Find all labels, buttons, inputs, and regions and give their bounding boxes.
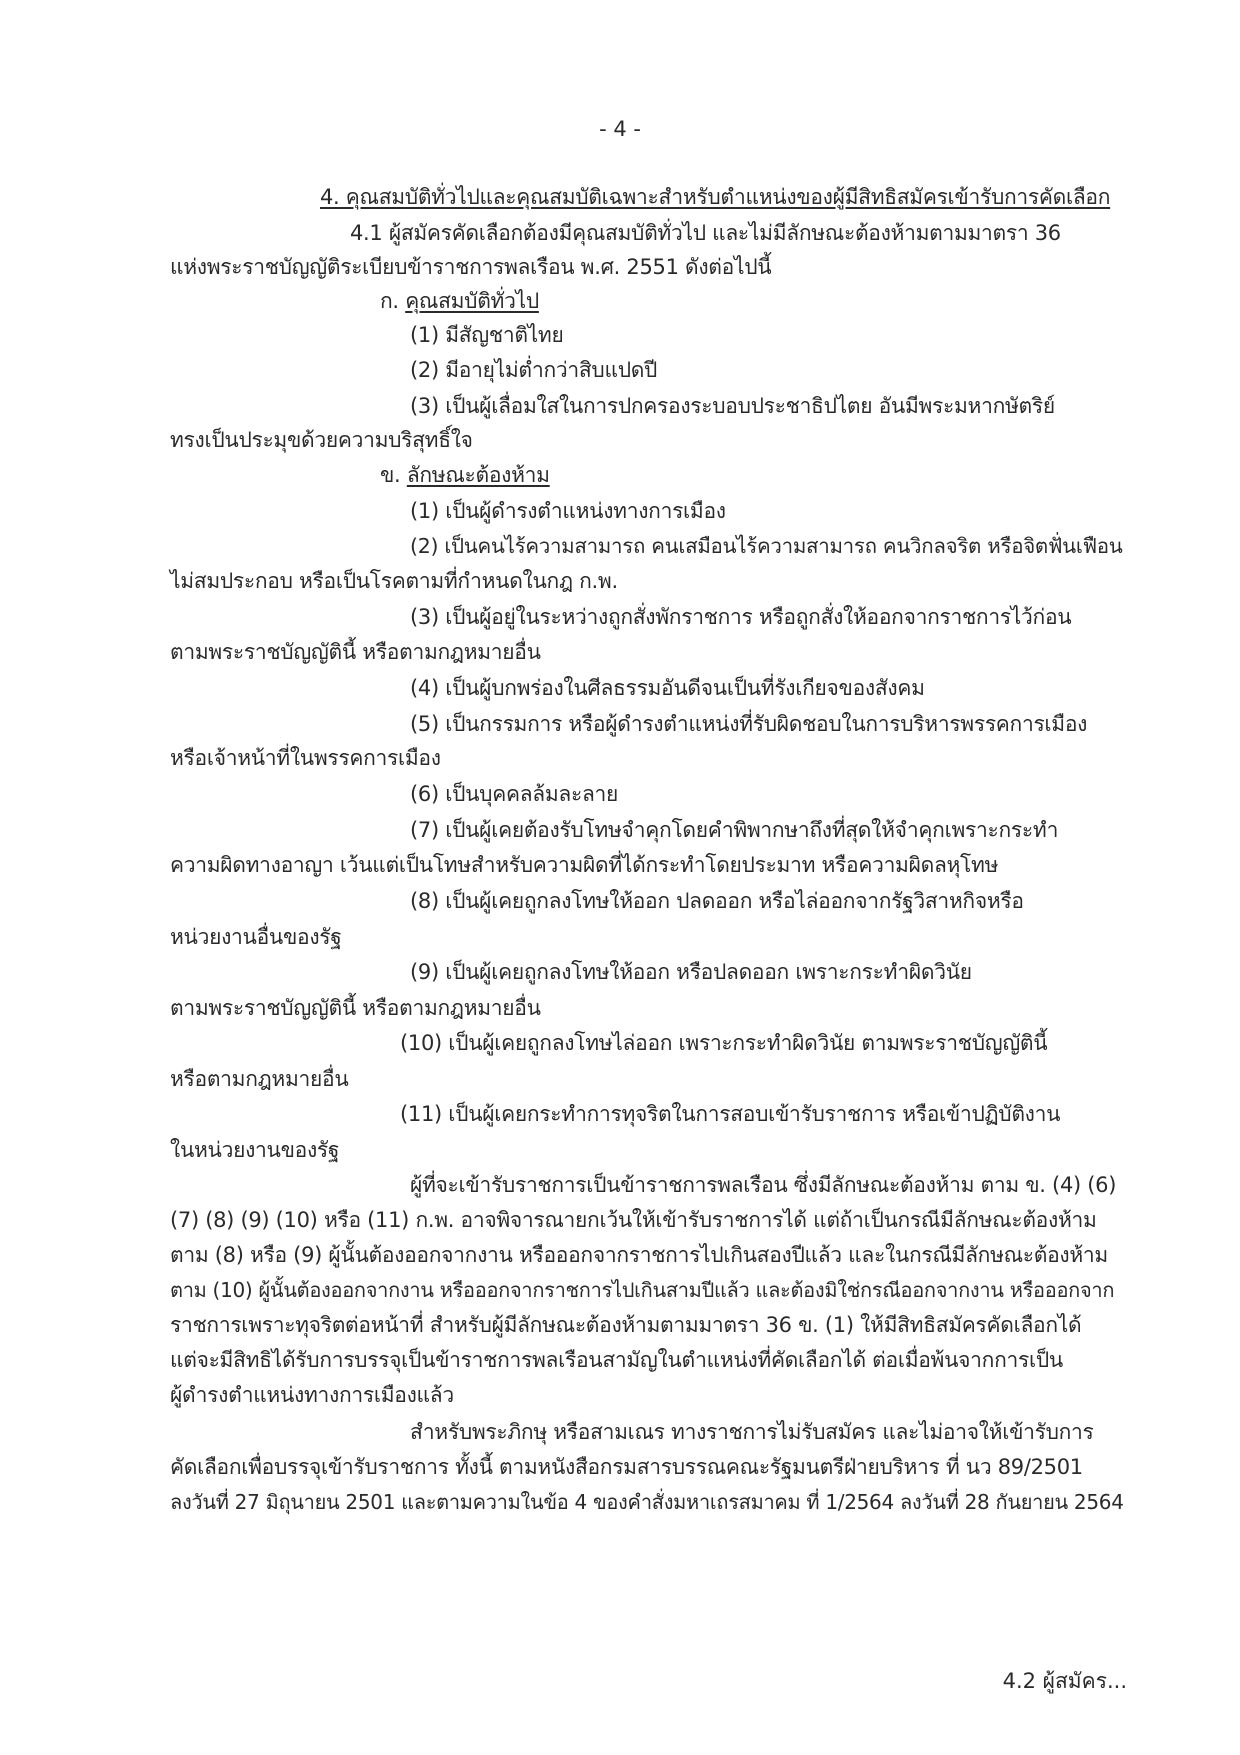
exemption-paragraph-line-1: ผู้ที่จะเข้ารับราชการเป็นข้าราชการพลเรือน ซึ่งมีลักษณะต้องห้าม ตาม ข. (4) (6) (410, 1173, 1117, 1197)
qualification-2: (2) มีอายุไม่ต่ำกว่าสิบแปดปี (410, 358, 658, 382)
prohibition-10-line-1: (10) เป็นผู้เคยถูกลงโทษไล่ออก เพราะกระทำผิดวินัย ตามพระราชบัญญัตินี้ (400, 1031, 1048, 1055)
page-number: - 4 - (599, 117, 641, 141)
qualification-3-line-2: ทรงเป็นประมุขด้วยความบริสุทธิ์ใจ (170, 428, 473, 452)
exemption-paragraph-line-2: (7) (8) (9) (10) หรือ (11) ก.พ. อาจพิจารณายกเว้นให้เข้ารับราชการได้ แต่ถ้าเป็นกรณีมีลักษณะต้องห้าม (170, 1208, 1097, 1232)
exemption-paragraph-line-7: ผู้ดำรงตำแหน่งทางการเมืองแล้ว (170, 1383, 454, 1407)
subheading-general-qualifications (380, 286, 539, 316)
prohibition-9-line-1: (9) เป็นผู้เคยถูกลงโทษให้ออก หรือปลดออก เพราะกระทำผิดวินัย (410, 960, 972, 984)
prohibition-7-line-1: (7) เป็นผู้เคยต้องรับโทษจำคุกโดยคำพิพากษาถึงที่สุดให้จำคุกเพราะกระทำ (410, 818, 1059, 842)
prohibition-2-line-2: ไม่สมประกอบ หรือเป็นโรคตามที่กำหนดในกฎ ก.พ. (170, 569, 618, 593)
paragraph-4-1-line-1: 4.1 ผู้สมัครคัดเลือกต้องมีคุณสมบัติทั่วไป และไม่มีลักษณะต้องห้ามตามมาตรา 36 (350, 221, 1061, 245)
prohibition-3-line-2: ตามพระราชบัญญัตินี้ หรือตามกฎหมายอื่น (170, 640, 541, 664)
exemption-paragraph-line-6: แต่จะมีสิทธิได้รับการบรรจุเป็นข้าราชการพลเรือนสามัญในตำแหน่งที่คัดเลือกได้ ต่อเมื่อพ้นจากการเป็น (170, 1348, 1063, 1372)
monks-paragraph-line-1: สำหรับพระภิกษุ หรือสามเณร ทางราชการไม่รับสมัคร และไม่อาจให้เข้ารับการ (410, 1420, 1094, 1444)
qualification-3-line-1: (3) เป็นผู้เลื่อมใสในการปกครองระบอบประชาธิปไตย อันมีพระมหากษัตริย์ (410, 394, 1055, 418)
prohibition-4: (4) เป็นผู้บกพร่องในศีลธรรมอันดีจนเป็นที่รังเกียจของสังคม (410, 676, 925, 700)
subheading-prohibited-characteristics (380, 460, 550, 490)
exemption-paragraph-line-5: ราชการเพราะทุจริตต่อหน้าที่ สำหรับผู้มีลักษณะต้องห้ามตามมาตรา 36 ข. (1) ให้มีสิทธิสมัครคัดเลือกได้ (170, 1313, 1082, 1337)
prohibition-7-line-2: ความผิดทางอาญา เว้นแต่เป็นโทษสำหรับความผิดที่ได้กระทำโดยประมาท หรือความผิดลหุโทษ (170, 853, 999, 877)
exemption-paragraph-line-3: ตาม (8) หรือ (9) ผู้นั้นต้องออกจากงาน หรือออกจากราชการไปเกินสองปีแล้ว และในกรณีมีลักษณะต้องห้าม (170, 1243, 1108, 1267)
prohibition-5-line-2: หรือเจ้าหน้าที่ในพรรคการเมือง (170, 746, 441, 770)
subheading-prefix: ก. (380, 289, 399, 313)
prohibition-8-line-1: (8) เป็นผู้เคยถูกลงโทษให้ออก ปลดออก หรือไล่ออกจากรัฐวิสาหกิจหรือ (410, 889, 1024, 913)
prohibition-3-line-1: (3) เป็นผู้อยู่ในระหว่างถูกสั่งพักราชการ หรือถูกสั่งให้ออกจากราชการไว้ก่อน (410, 605, 1072, 629)
subheading-prefix: ข. (380, 463, 401, 487)
prohibition-6: (6) เป็นบุคคลล้มละลาย (410, 782, 619, 806)
subheading-title: คุณสมบัติทั่วไป (405, 289, 539, 313)
prohibition-9-line-2: ตามพระราชบัญญัตินี้ หรือตามกฎหมายอื่น (170, 996, 541, 1020)
section-heading-text: 4. คุณสมบัติทั่วไปและคุณสมบัติเฉพาะสำหรับตำแหน่งของผู้มีสิทธิสมัครเข้ารับการคัดเลือก (320, 185, 1111, 209)
continuation-marker: 4.2 ผู้สมัคร... (1002, 1669, 1127, 1693)
prohibition-11-line-1: (11) เป็นผู้เคยกระทำการทุจริตในการสอบเข้ารับราชการ หรือเข้าปฏิบัติงาน (400, 1102, 1061, 1126)
prohibition-5-line-1: (5) เป็นกรรมการ หรือผู้ดำรงตำแหน่งที่รับผิดชอบในการบริหารพรรคการเมือง (410, 712, 1088, 736)
prohibition-10-line-2: หรือตามกฎหมายอื่น (170, 1067, 349, 1091)
prohibition-8-line-2: หน่วยงานอื่นของรัฐ (170, 925, 342, 949)
prohibition-2-line-1: (2) เป็นคนไร้ความสามารถ คนเสมือนไร้ความสามารถ คนวิกลจริต หรือจิตฟั่นเฟือน (410, 534, 1123, 558)
paragraph-4-1-line-2: แห่งพระราชบัญญัติระเบียบข้าราชการพลเรือน พ.ศ. 2551 ดังต่อไปนี้ (170, 255, 772, 279)
monks-paragraph-line-3: ลงวันที่ 27 มิถุนายน 2501 และตามความในข้อ 4 ของคำสั่งมหาเถรสมาคม ที่ 1/2564 ลงวันที่ 28 กันยายน 2564 (170, 1490, 1124, 1514)
monks-paragraph-line-2: คัดเลือกเพื่อบรรจุเข้ารับราชการ ทั้งนี้ ตามหนังสือกรมสารบรรณคณะรัฐมนตรีฝ่ายบริหาร ที่ นว 89/2501 (170, 1455, 1083, 1479)
qualification-1: (1) มีสัญชาติไทย (410, 323, 564, 347)
section-heading (320, 182, 1110, 212)
prohibition-1: (1) เป็นผู้ดำรงตำแหน่งทางการเมือง (410, 499, 726, 523)
prohibition-11-line-2: ในหน่วยงานของรัฐ (170, 1138, 340, 1162)
exemption-paragraph-line-4: ตาม (10) ผู้นั้นต้องออกจากงาน หรือออกจากราชการไปเกินสามปีแล้ว และต้องมิใช่กรณีออกจากงาน หรือออกจาก (170, 1278, 1115, 1302)
subheading-title: ลักษณะต้องห้าม (406, 463, 550, 487)
